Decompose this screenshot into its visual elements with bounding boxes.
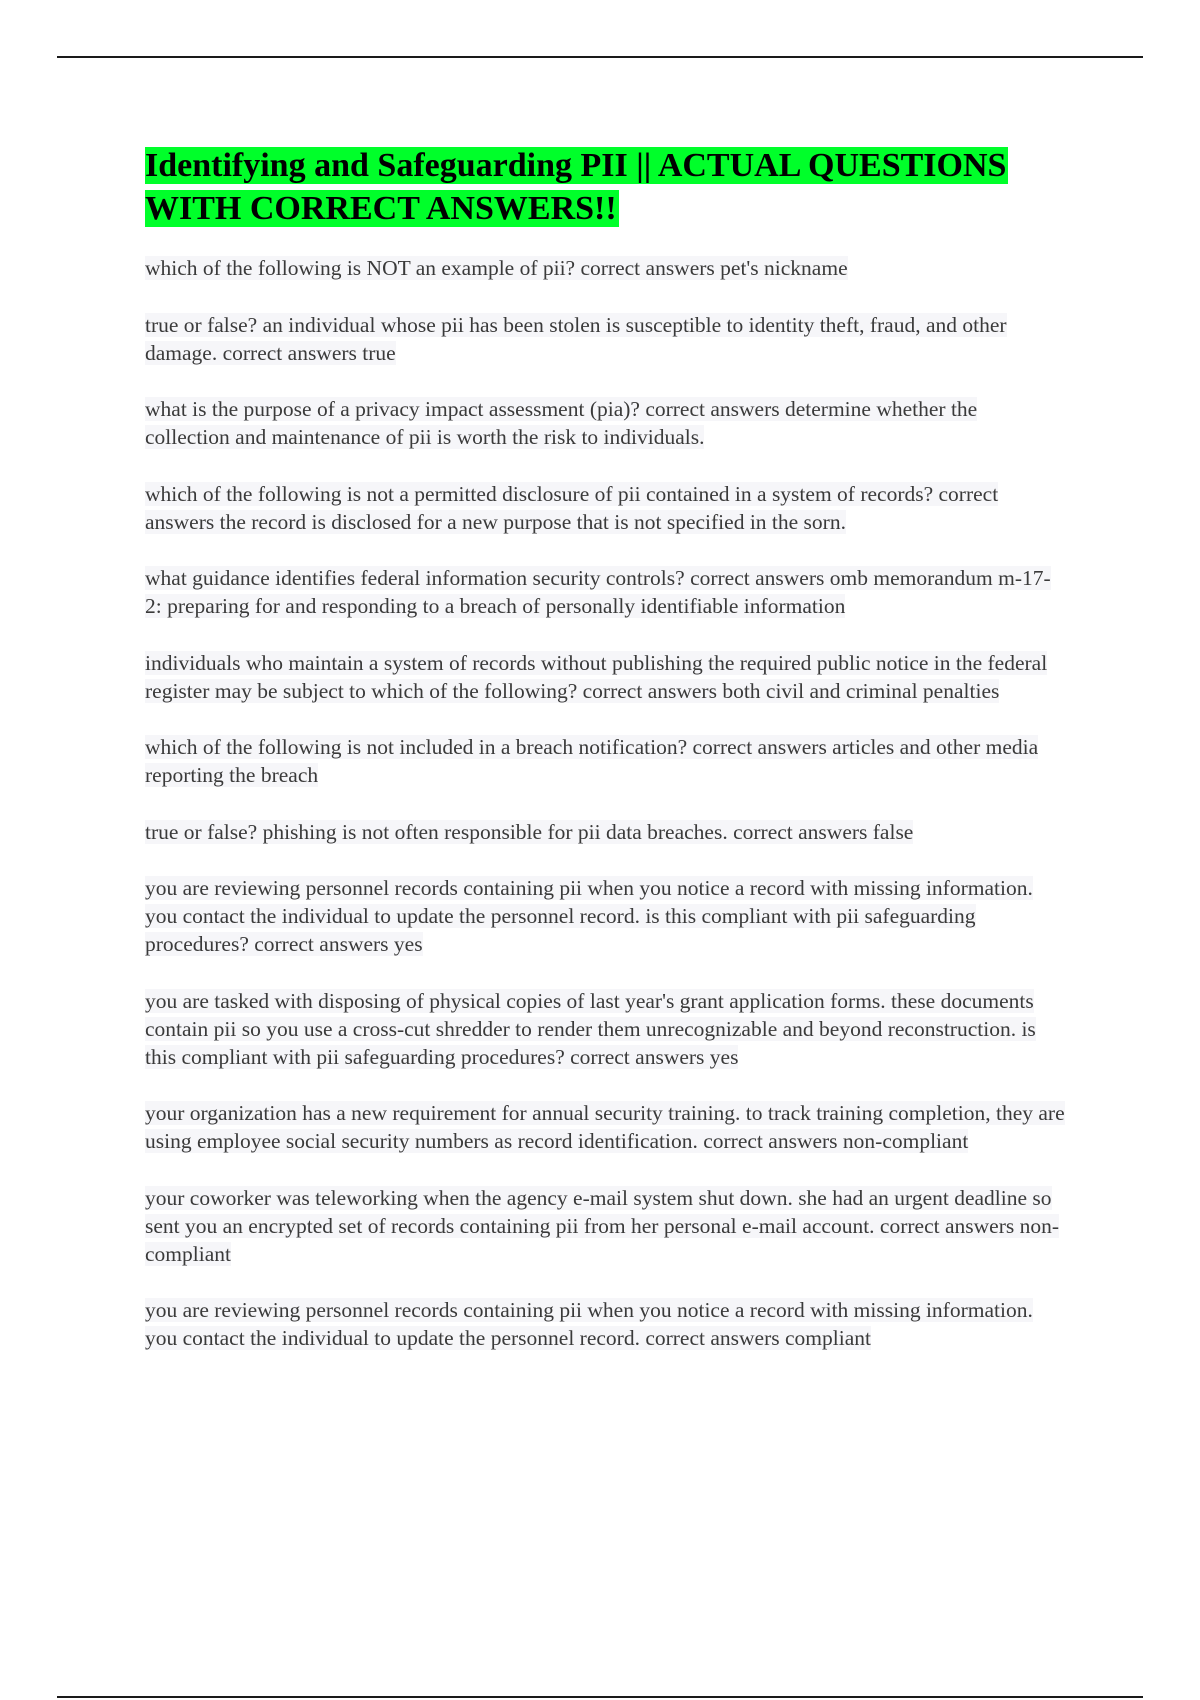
qa-item-text: your organization has a new requirement for annual security training. to track training completion, they are using employee social security numbers as record identification. correct answers non-compliant [145, 1101, 1065, 1153]
qa-item [145, 733, 1065, 789]
qa-item-text: which of the following is not included in a breach notification? correct answers articles and other media reporting the breach [145, 735, 1039, 787]
qa-item [145, 874, 1065, 958]
qa-item-text: individuals who maintain a system of records without publishing the required public notice in the federal register may be subject to which of the following? correct answers both civil and criminal penalties [145, 650, 1048, 703]
qa-item-text: you are tasked with disposing of physical copies of last year's grant application forms. these documents contain pii so you use a cross-cut shredder to render them unrecognizable and beyond reconstruction. is this compliant with pii safeguarding procedures? correct answers yes [145, 988, 1036, 1069]
document-content [145, 144, 1065, 1381]
qa-item-text: your coworker was teleworking when the agency e-mail system shut down. she had an urgent deadline so sent you an encrypted set of records containing pii from her personal e-mail account. correct answers non-compliant [145, 1185, 1060, 1266]
qa-item [145, 1099, 1065, 1155]
qa-item [145, 1184, 1065, 1268]
qa-item [145, 254, 1065, 282]
qa-list [145, 254, 1065, 1352]
qa-item-text: what is the purpose of a privacy impact assessment (pia)? correct answers determine whether the collection and maintenance of pii is worth the risk to individuals. [145, 397, 978, 449]
qa-item-text: true or false? phishing is not often responsible for pii data breaches. correct answers false [145, 819, 914, 844]
qa-item [145, 1296, 1065, 1352]
qa-item [145, 395, 1065, 451]
document-title-text: Identifying and Safeguarding PII || ACTUAL QUESTIONS WITH CORRECT ANSWERS!! [145, 147, 1007, 227]
top-divider [57, 56, 1143, 58]
qa-item-text: which of the following is NOT an example of pii? correct answers pet's nickname [145, 256, 848, 280]
qa-item-text: you are reviewing personnel records containing pii when you notice a record with missing information. you contact the individual to update the personnel record. correct answers compliant [145, 1298, 1033, 1350]
qa-item [145, 987, 1065, 1071]
document-title [145, 144, 1065, 230]
qa-item [145, 311, 1065, 367]
qa-item-text: true or false? an individual whose pii has been stolen is susceptible to identity theft, fraud, and other damage. correct answers true [145, 312, 1007, 365]
qa-item [145, 649, 1065, 705]
bottom-divider [57, 1696, 1143, 1698]
qa-item-text: what guidance identifies federal information security controls? correct answers omb memorandum m-17-2: preparing for and responding to a breach of personally identifiable information [145, 566, 1051, 618]
qa-item-text: you are reviewing personnel records containing pii when you notice a record with missing information. you contact the individual to update the personnel record. is this compliant with pii safeguarding procedures? correct answers yes [145, 876, 1033, 956]
qa-item-text: which of the following is not a permitted disclosure of pii contained in a system of records? correct answers the record is disclosed for a new purpose that is not specified in the sorn. [145, 481, 999, 534]
qa-item [145, 564, 1065, 620]
qa-item [145, 818, 1065, 846]
qa-item [145, 480, 1065, 536]
